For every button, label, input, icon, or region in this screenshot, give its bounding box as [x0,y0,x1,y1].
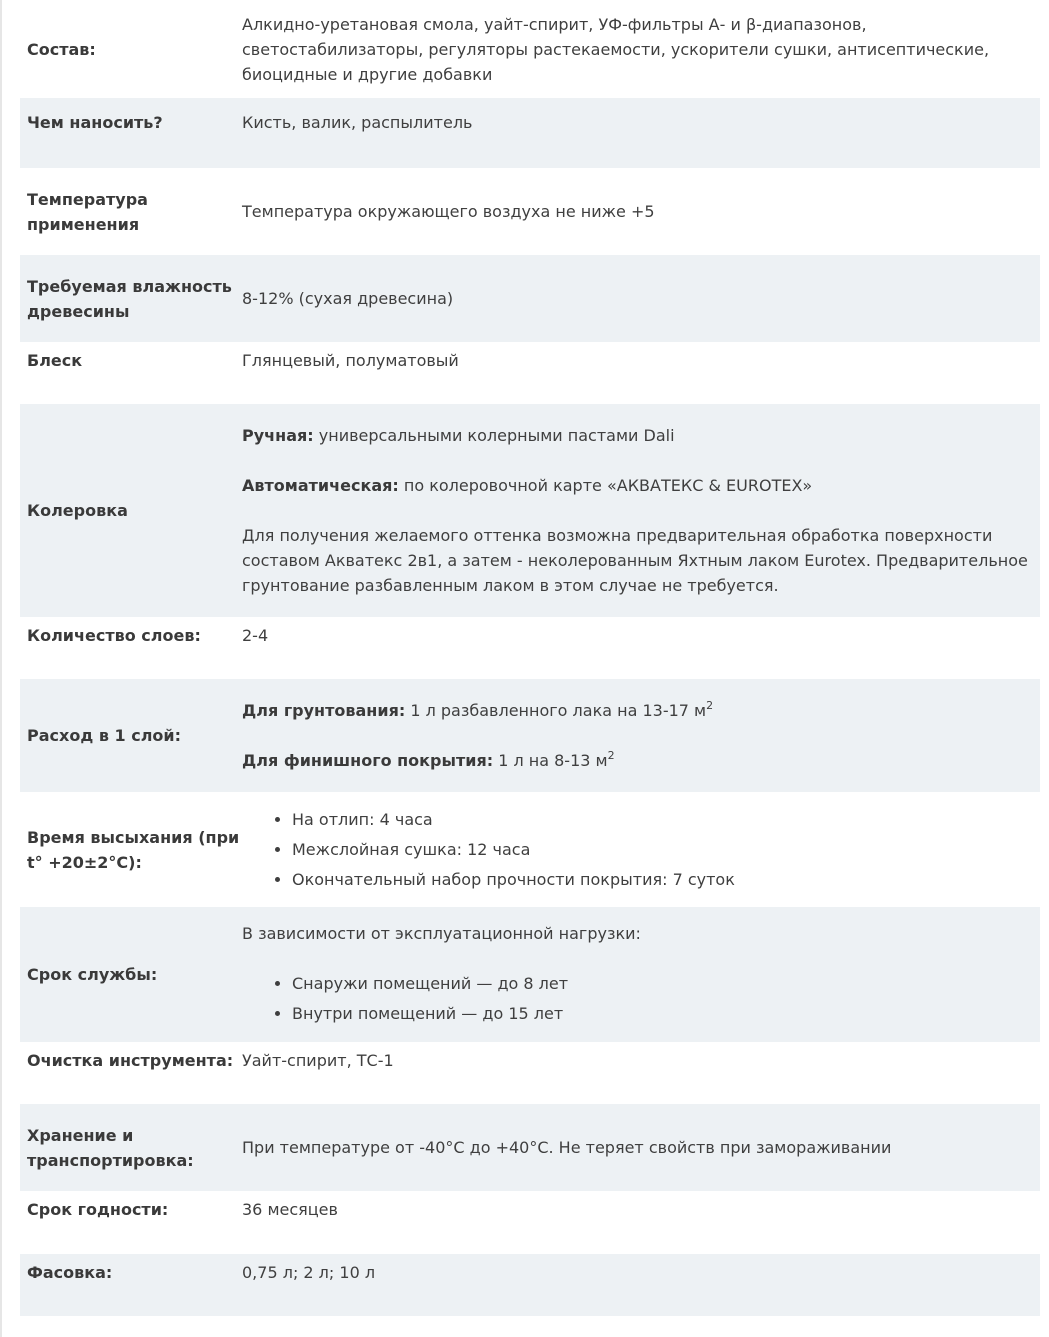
consumption-primer-text: 1 л разбавленного лака на 13-17 м [405,701,707,720]
spec-row-application-tool [20,98,1040,168]
spec-label: Очистка инструмента: [27,1051,234,1070]
spec-label: Хранение и транспортировка: [20,1104,242,1191]
spec-value: Алкидно-уретановая смола, уайт-спирит, УФ-фильтры А- и β-диапазонов, светостабилизаторы, регуляторы растекаемости, ускорители сушки, антисептические, биоцидные и другие добавки [242,14,990,84]
spec-label: Температура применения [27,189,148,234]
list-item: • Внутри помещений — до 15 лет [292,999,1030,1029]
spec-value [242,792,1040,907]
spec-value [242,679,1040,792]
service-life-list [242,969,1030,1029]
spec-label: Требуемая влажность древесины [20,255,242,342]
spec-value: 0,75 л; 2 л; 10 л [242,1254,1040,1316]
tinting-auto-title: Автоматическая: [242,476,399,495]
spec-row-tinting [20,404,1040,617]
spec-value: Уайт-спирит, ТС-1 [242,1051,394,1070]
left-border [0,0,2,1337]
spec-label: Состав: [27,39,96,59]
list-item: • Снаружи помещений — до 8 лет [292,969,1030,999]
spec-row-service-life [20,907,1040,1042]
drying-time-list [242,805,1030,895]
spec-label: Фасовка: [20,1254,242,1316]
spec-label: Расход в 1 слой: [20,679,242,792]
spec-label: Блеск [27,351,83,370]
consumption-finish [242,748,1030,773]
superscript: 2 [607,748,615,762]
spec-value: Кисть, валик, распылитель [242,98,1040,168]
spec-row-gloss [20,342,1040,404]
consumption-finish-text: 1 л на 8-13 м [493,751,608,770]
tinting-auto-text: по колеровочной карте «АКВАТЕКС & EUROTEX» [398,476,813,495]
tinting-note: Для получения желаемого оттенка возможна предварительная обработка поверхности составом Акватекс 2в1, а затем - неколерованным Яхтным лаком Eurotex. Предварительное грунтование разбавленным лаком в этом случае не требуется. [242,526,1028,595]
spec-row-consumption [20,679,1040,792]
list-item: • Межслойная сушка: 12 часа [292,835,1030,865]
spec-value: Температура окружающего воздуха не ниже +5 [242,202,655,221]
spec-label: Срок службы: [20,907,242,1042]
spec-row-packaging [20,1254,1040,1316]
spec-value: 36 месяцев [242,1200,338,1219]
spec-label: Колеровка [20,404,242,617]
spec-label: Количество слоев: [27,626,201,645]
spec-row-tool-cleaning [20,1042,1040,1104]
spec-value: Глянцевый, полуматовый [242,351,459,370]
tinting-auto [242,473,1030,498]
spec-row-storage [20,1104,1040,1191]
spec-value: 2-4 [242,626,269,645]
consumption-finish-title: Для финишного покрытия: [242,751,494,770]
list-item: • Окончательный набор прочности покрытия: 7 суток [292,865,1030,895]
tinting-manual-text: универсальными колерными пастами Dali [313,426,675,445]
spec-row-composition [20,0,1040,98]
spec-value [242,907,1040,1042]
spec-table [20,0,1040,1316]
spec-label: Срок годности: [27,1200,169,1219]
spec-value [242,404,1040,617]
spec-row-coats [20,617,1040,679]
tinting-manual [242,423,1030,448]
spec-row-wood-moisture [20,255,1040,342]
superscript: 2 [706,698,714,712]
tinting-manual-title: Ручная: [242,426,314,445]
spec-label: Время высыхания (при t° +20±2°C): [27,827,240,872]
spec-label: Чем наносить? [20,98,242,168]
spec-row-shelf-life [20,1191,1040,1254]
spec-value: При температуре от -40°C до +40°C. Не теряет свойств при замораживании [242,1104,1040,1191]
list-item: • На отлип: 4 часа [292,805,1030,835]
spec-row-drying-time [20,792,1040,907]
consumption-primer-title: Для грунтования: [242,701,406,720]
service-life-intro: В зависимости от эксплуатационной нагрузки: [242,923,641,943]
spec-value: 8-12% (сухая древесина) [242,255,1040,342]
consumption-primer [242,698,1030,723]
spec-row-application-temperature [20,168,1040,255]
